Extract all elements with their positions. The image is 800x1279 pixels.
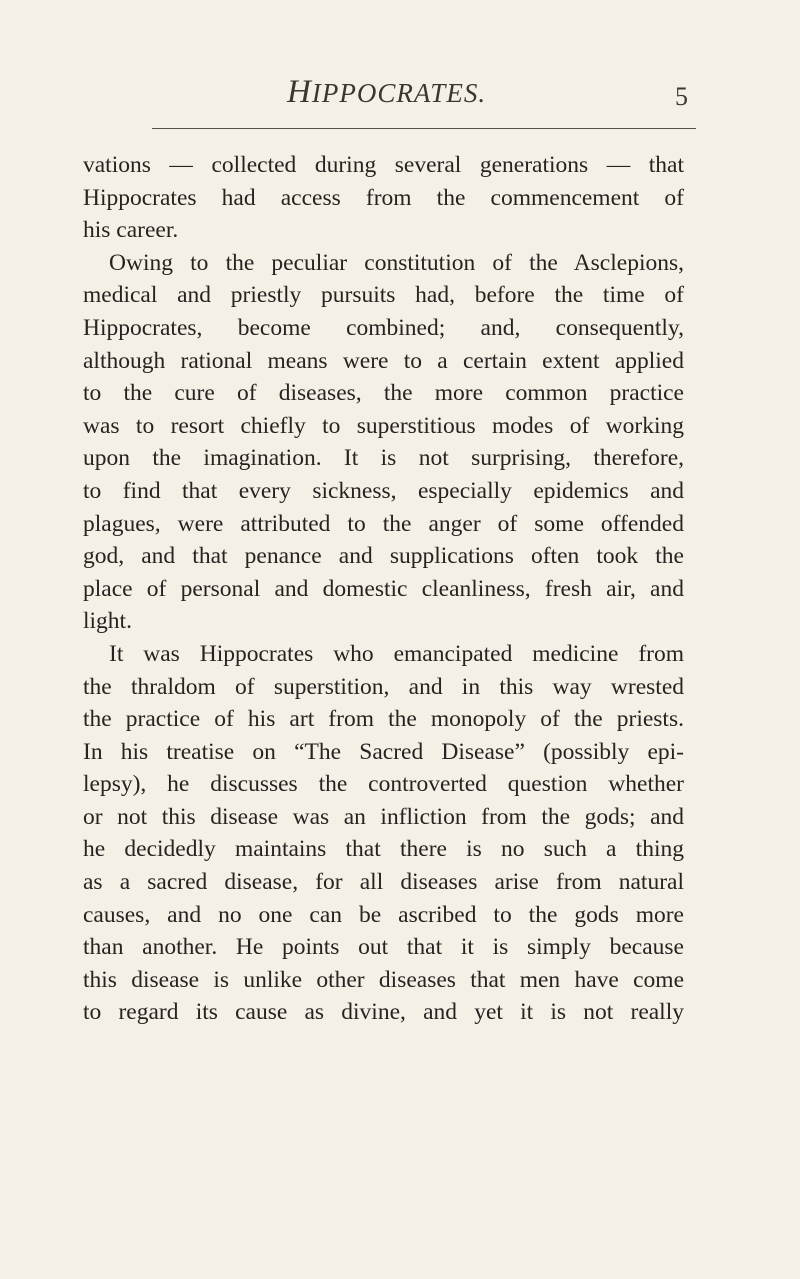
text-line: Hippocrates, become combined; and, consequently, [83,314,684,341]
text-line: upon the imagination. It is not surprising, therefore, [83,445,684,472]
text-line: he decidedly maintains that there is no such a thing [83,836,684,863]
text-line: the practice of his art from the monopoly of the priests. [83,706,684,733]
text-line: lepsy), he discusses the controverted question whether [83,771,684,798]
text-line: Hippocrates had access from the commencement of [83,184,684,211]
page-header [0,70,800,110]
text-line: god, and that penance and supplications often took the [83,543,684,570]
running-head-initial: H [287,74,312,110]
text-line: causes, and no one can be ascribed to the gods more [83,901,684,928]
text-line: place of personal and domestic cleanliness, fresh air, and [83,575,684,602]
text-line: the thraldom of superstition, and in this way wrested [83,673,684,700]
running-head-rest: IPPOCRATES. [311,78,487,108]
text-line: although rational means were to a certain extent applied [83,347,684,374]
text-line: than another. He points out that it is simply because [83,934,684,961]
body-text [83,149,684,1029]
text-line: In his treatise on “The Sacred Disease” (possibly epi- [83,738,684,765]
text-line: this disease is unlike other diseases that men have come [83,966,684,993]
text-line: It was Hippocrates who emancipated medicine from [109,640,684,667]
text-line: vations — collected during several generations — that [83,152,684,178]
text-line: was to resort chiefly to superstitious modes of working [83,412,684,439]
page-number: 5 [675,82,688,111]
text-line: or not this disease was an infliction from the gods; and [83,803,684,830]
text-line: to find that every sickness, especially epidemics and [83,477,684,504]
text-line: plagues, were attributed to the anger of some offended [83,510,684,537]
text-line: to regard its cause as divine, and yet it is not really [83,999,684,1026]
text-line: his career. [83,217,179,244]
text-line: medical and priestly pursuits had, before the time of [83,282,684,309]
text-line: Owing to the peculiar constitution of the Asclepions, [109,249,684,276]
text-line: as a sacred disease, for all diseases arise from natural [83,869,684,896]
text-line: light. [83,608,132,635]
text-line: to the cure of diseases, the more common practice [83,380,684,407]
header-rule [152,128,696,129]
running-head [287,74,486,111]
